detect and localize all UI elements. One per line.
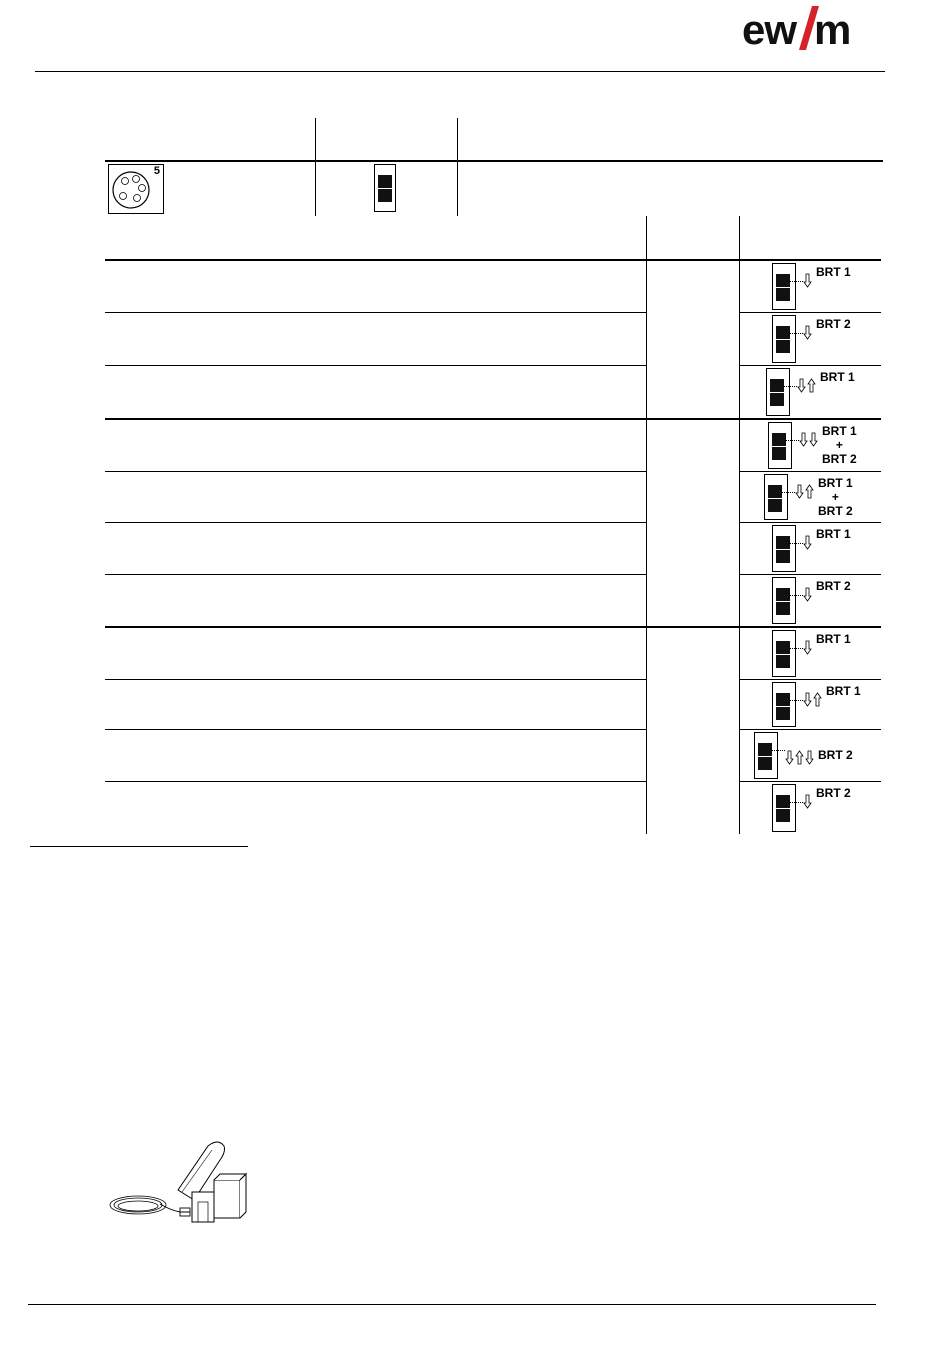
svg-text:m: m — [814, 6, 852, 52]
brt-label — [816, 632, 851, 646]
brt-label — [816, 527, 851, 541]
switch-connector — [789, 595, 803, 596]
state-arrow-icon — [802, 587, 814, 608]
row-rule-8b — [739, 781, 881, 782]
row-rule-3 — [105, 471, 646, 472]
brt-label-line: BRT 1 — [816, 265, 851, 279]
dip-switch-icon — [768, 422, 792, 469]
row-rule-4b — [739, 522, 881, 523]
switch-connector — [789, 281, 803, 282]
five-pin-socket-icon — [108, 164, 164, 214]
brt-label — [818, 476, 853, 518]
lower-table-col-sep-1 — [646, 216, 647, 834]
state-arrow-icon — [802, 273, 814, 294]
brt-label-line: BRT 2 — [818, 748, 853, 762]
brt-label-line: BRT 2 — [816, 786, 851, 800]
dip-switch-icon — [374, 164, 396, 212]
brt-label — [816, 265, 851, 279]
switch-connector — [789, 333, 803, 334]
state-arrow-icon — [802, 640, 814, 661]
dip-switch-icon — [766, 368, 790, 416]
row-rule-7b — [739, 729, 881, 730]
brt-label — [816, 579, 851, 593]
top-table-col-sep-2 — [457, 118, 458, 216]
row-rule-2b — [739, 365, 881, 366]
brt-label-line: BRT 1 — [822, 424, 857, 438]
row-rule-1 — [105, 312, 646, 313]
switch-connector — [789, 648, 803, 649]
state-arrow-icon — [802, 692, 824, 713]
ewm-logo-graphic — [742, 4, 868, 52]
brt-label — [818, 748, 853, 762]
switch-connector — [789, 802, 803, 803]
row-rule-3b — [739, 471, 881, 472]
brt-label-line: BRT 1 — [818, 476, 853, 490]
state-arrow-icon — [798, 432, 820, 453]
row-rule-2 — [105, 365, 646, 366]
dip-switch-icon — [772, 315, 796, 363]
state-arrow-icon — [802, 794, 814, 815]
brt-label-line: + — [831, 490, 839, 504]
brt-label-line: BRT 1 — [820, 370, 855, 384]
brt-label-line: BRT 2 — [818, 504, 853, 518]
brt-label-line: BRT 2 — [816, 579, 851, 593]
brt-label — [816, 317, 851, 331]
brt-label-line: BRT 2 — [822, 452, 857, 466]
footer-rule — [28, 1304, 876, 1305]
brt-label — [820, 370, 855, 384]
dip-switch-icon — [772, 525, 796, 572]
brt-label-line: + — [835, 438, 843, 452]
group-rule-2 — [105, 626, 881, 628]
brt-label-line: BRT 1 — [816, 527, 851, 541]
dip-switch-icon — [772, 577, 796, 624]
row-rule-6 — [105, 679, 646, 680]
dip-switch-icon — [754, 732, 778, 779]
row-rule-8 — [105, 781, 646, 782]
row-rule-5 — [105, 574, 646, 575]
brt-label — [826, 684, 861, 698]
state-arrow-icon — [802, 535, 814, 556]
switch-connector — [785, 440, 799, 441]
dip-switch-icon — [772, 682, 796, 727]
dip-switch-icon — [772, 263, 796, 310]
switch-connector — [789, 700, 803, 701]
brt-label-line: BRT 1 — [826, 684, 861, 698]
top-table-col-sep-1 — [315, 118, 316, 216]
switch-connector — [781, 492, 795, 493]
state-arrow-icon — [794, 484, 816, 505]
row-rule-6b — [739, 679, 881, 680]
dip-switch-icon — [772, 784, 796, 832]
row-rule-5b — [739, 574, 881, 575]
brt-label — [822, 424, 857, 466]
brt-label — [816, 786, 851, 800]
state-arrow-icon — [796, 378, 818, 399]
row-rule-7 — [105, 729, 646, 730]
lower-table-header-rule — [105, 259, 881, 261]
dip-switch-icon — [772, 630, 796, 677]
switch-connector — [783, 386, 797, 387]
foot-pedal-remote-icon — [108, 1140, 248, 1230]
row-rule-4 — [105, 522, 646, 523]
top-table-header-rule — [105, 160, 883, 162]
switch-connector — [771, 750, 785, 751]
dip-switch-icon — [764, 474, 788, 520]
header-rule — [35, 71, 885, 72]
footnote-rule — [30, 846, 248, 847]
brt-label-line: BRT 2 — [816, 317, 851, 331]
group-rule-1 — [105, 418, 881, 420]
state-arrow-icon — [784, 750, 816, 771]
svg-text:ew: ew — [742, 6, 797, 52]
brt-label-line: BRT 1 — [816, 632, 851, 646]
socket-pin-label: 5 — [153, 165, 160, 177]
lower-table-col-sep-2 — [739, 216, 740, 834]
ewm-logo — [742, 4, 868, 52]
row-rule-1b — [739, 312, 881, 313]
state-arrow-icon — [802, 325, 814, 346]
switch-connector — [789, 543, 803, 544]
